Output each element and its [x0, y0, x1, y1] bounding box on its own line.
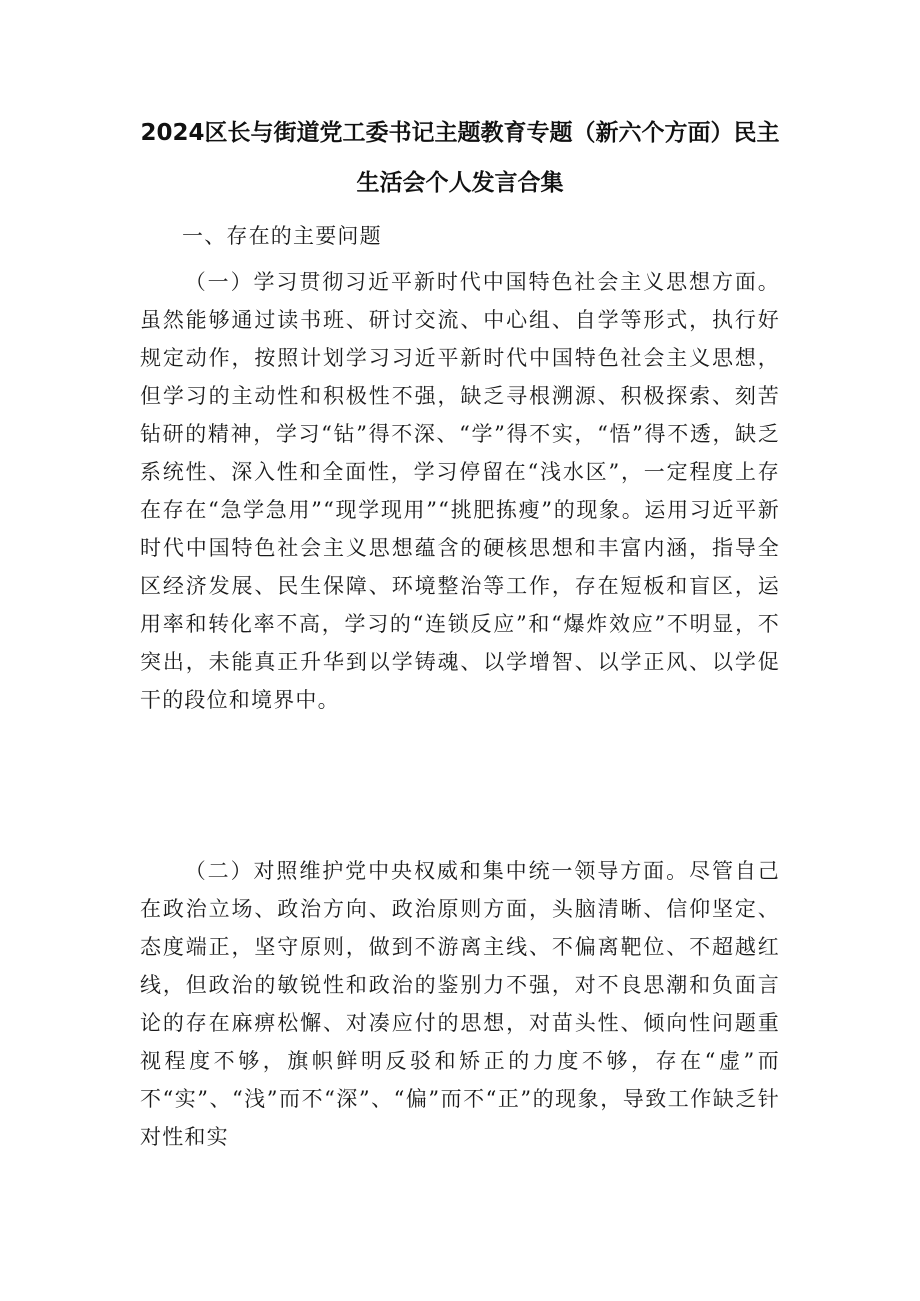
paragraph-1-text: （一）学习贯彻习近平新时代中国特色社会主义思想方面。虽然能够通过读书班、研讨交流、中心组、自学等形式，执行好规定动作，按照计划学习习近平新时代中国特色社会主义思想，但学习的主动性和积极性不强，缺乏寻根溯源、积极探索、刻苦钻研的精神，学习“钻”得不深、“学”得不实，“悟”得不透，缺乏系统性、深入性和全面性，学习停留在“浅水区”，一定程度上存在存在“急学急用”“现学现用”“挑肥拣瘦”的现象。运用习近平新时代中国特色社会主义思想蕴含的硬核思想和丰富内涵，指导全区经济发展、民生保障、环境整治等工作，存在短板和盲区，运用率和转化率不高，学习的“连锁反应”和“爆炸效应”不明显，不突出，未能真正升华到以学铸魂、以学增智、以学正风、以学促干的段位和境界中。 — [140, 270, 780, 712]
section-heading: 一、存在的主要问题 — [182, 224, 382, 248]
document-title-line-2: 生活会个人发言合集 — [356, 170, 564, 196]
document-title-line-1: 2024区长与街道党工委书记主题教育专题（新六个方面）民主 — [140, 120, 780, 146]
paragraph-2-text: （二）对照维护党中央权威和集中统一领导方面。尽管自己在政治立场、政治方向、政治原则方面，头脑清晰、信仰坚定、态度端正，坚守原则，做到不游离主线、不偏离靶位、不超越红线，但政治的敏锐性和政治的鉴别力不强，对不良思潮和负面言论的存在麻痹松懈、对凑应付的思想，对苗头性、倾向性问题重视程度不够，旗帜鲜明反驳和矫正的力度不够，存在“虚”而不“实”、“浅”而不“深”、“偏”而不“正”的现象，导致工作缺乏针对性和实 — [140, 859, 780, 1149]
paragraph-2 — [140, 852, 780, 1272]
paragraph-1 — [140, 263, 780, 833]
